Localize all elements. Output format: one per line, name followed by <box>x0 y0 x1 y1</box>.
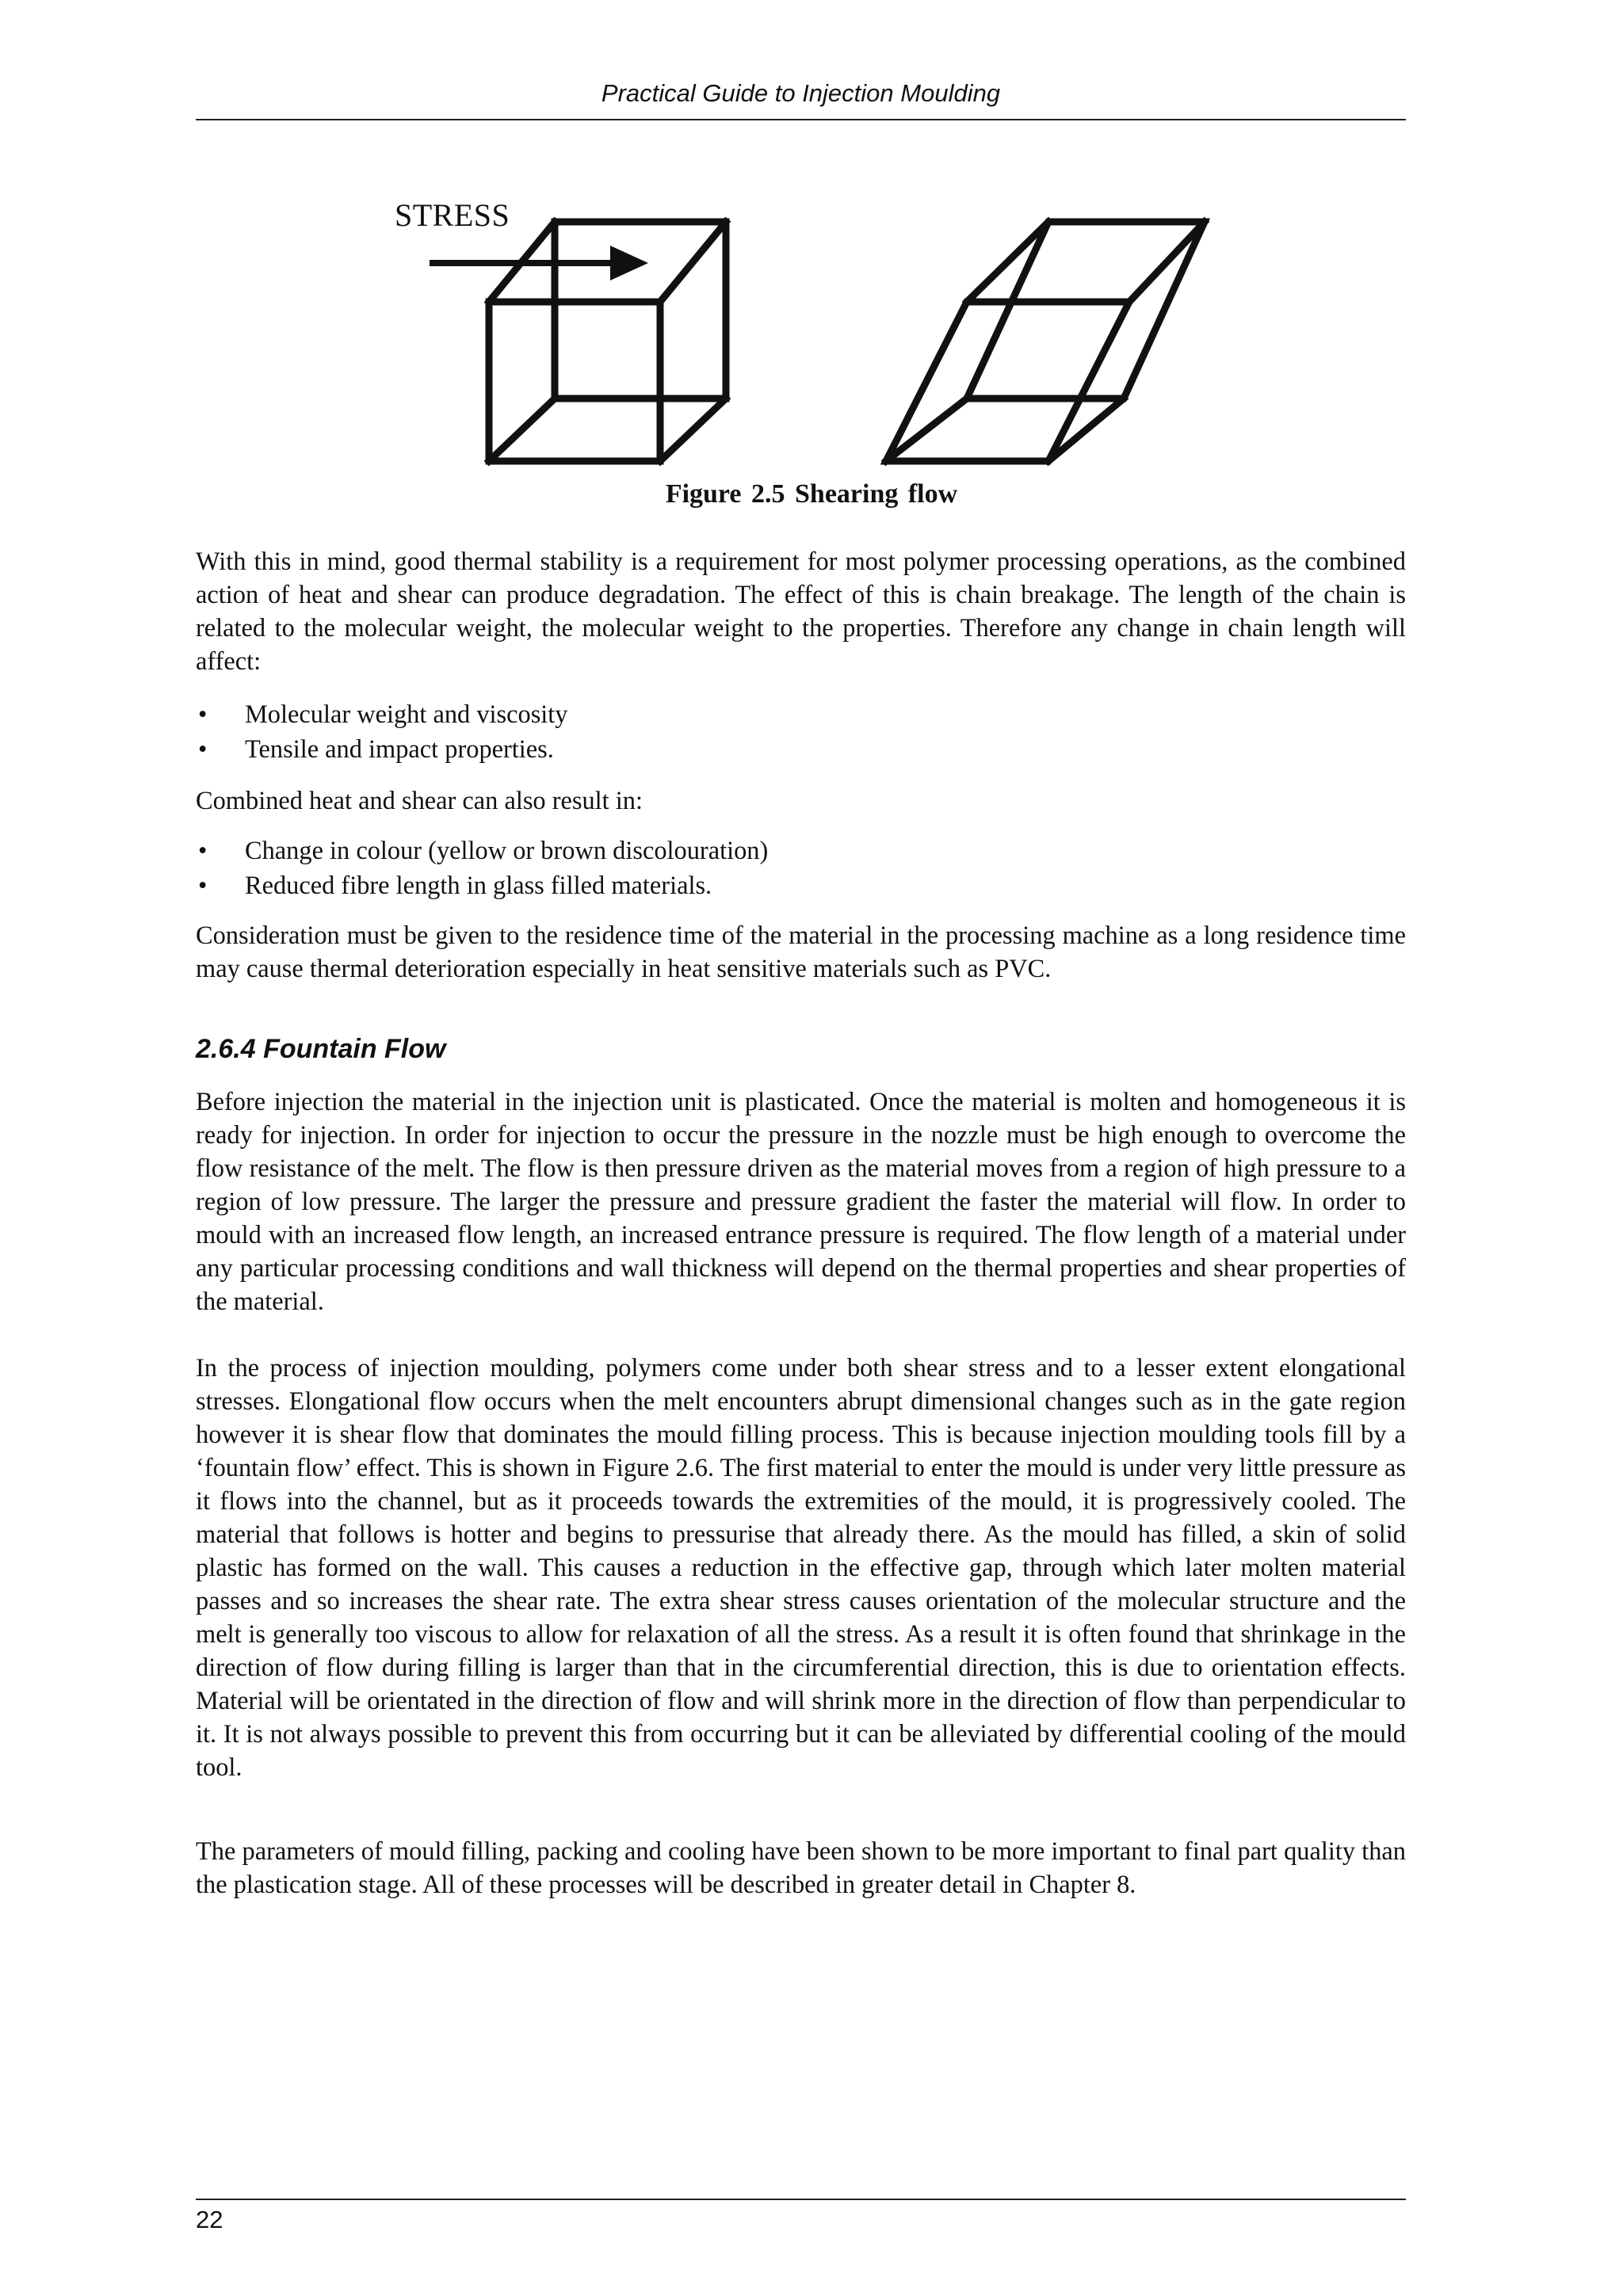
bullet-icon: • <box>198 871 208 900</box>
paragraph-injection-process: In the process of injection moulding, polymers come under both shear stress and to a lesser extent elongational stresses. Elongational flow occurs when the melt encounters abrupt dimensional changes such as in the gate region however it is shear flow that dominates the mould filling process. This is because injection moulding tools fill by a ‘fountain flow’ effect. This is shown in Figure 2.6. The first material to enter the mould is under very little pressure as it flows into the channel, but as it proceeds towards the extremities of the mould, it is progressively cooled. The material that follows is hotter and begins to pressurise that already there. As the mould has filled, a skin of solid plastic has formed on the wall. This causes a reduction in the effective gap, through which later molten material passes and so increases the shear rate. The extra shear stress causes orientation of the molecular structure and the melt is generally too viscous to allow for relaxation of all the stress. As a result it is often found that shrinkage in the direction of flow during filling is larger than that in the circumferential direction, this is due to orientation effects. Material will be orientated in the direction of flow and will shrink more in the direction of flow than perpendicular to it. It is not always possible to prevent this from occurring but it can be alleviated by differential cooling of the mould tool. <box>196 1354 1406 1782</box>
stress-label: STRESS <box>395 197 510 233</box>
list-item: • Tensile and impact properties. <box>196 732 1406 767</box>
footer-rule <box>196 2199 1406 2200</box>
paragraph-residence-time: Consideration must be given to the residence time of the material in the processing machine as a long residence time may cause thermal deterioration especially in heat sensitive materials such as PVC. <box>196 921 1406 983</box>
paragraph-combined-heat: Combined heat and shear can also result in: <box>196 787 643 815</box>
paragraph-thermal-stability: With this in mind, good thermal stability is a requirement for most polymer processing operations, as the combined action of heat and shear can produce degradation. The effect of this is chain breakage. The length of the chain is related to the molecular weight, the molecular weight to the properties. Therefore any change in chain length will affect: <box>196 547 1406 676</box>
cube-diagram <box>489 222 726 461</box>
stress-arrow <box>430 246 648 280</box>
page-number: 22 <box>196 2206 223 2233</box>
list-item: • Molecular weight and viscosity <box>196 697 1406 732</box>
bullet-icon: • <box>198 700 208 729</box>
bullet-list-affects <box>196 697 1406 767</box>
paragraph-before-injection: Before injection the material in the injection unit is plasticated. Once the material is molten and homogeneous it is ready for injection. In order for injection to occur the pressure in the nozzle must be high enough to overcome the flow resistance of the melt. The flow is then pressure driven as the material moves from a region of high pressure to a region of low pressure. The larger the pressure and pressure gradient the faster the material will flow. In order to mould with an increased flow length, an increased entrance pressure is required. The flow length of a material under any particular processing conditions and wall thickness will depend on the thermal properties and shear properties of the material. <box>196 1088 1406 1316</box>
paragraph-parameters: The parameters of mould filling, packing and cooling have been shown to be more important to final part quality than the plastication stage. All of these processes will be described in greater detail in Chapter 8. <box>196 1837 1406 1899</box>
list-item: • Change in colour (yellow or brown discolouration) <box>196 833 1406 868</box>
figure-caption: Figure 2.5 Shearing flow <box>665 479 958 509</box>
list-item: • Reduced fibre length in glass filled materials. <box>196 868 1406 903</box>
shearing-flow-figure <box>0 0 1623 475</box>
bullet-icon: • <box>198 837 208 865</box>
sheared-cube-diagram <box>886 222 1205 461</box>
bullet-icon: • <box>198 735 208 764</box>
section-heading: 2.6.4 Fountain Flow <box>196 1034 446 1064</box>
bullet-list-results <box>196 833 1406 903</box>
running-header: Practical Guide to Injection Moulding <box>601 79 1001 107</box>
